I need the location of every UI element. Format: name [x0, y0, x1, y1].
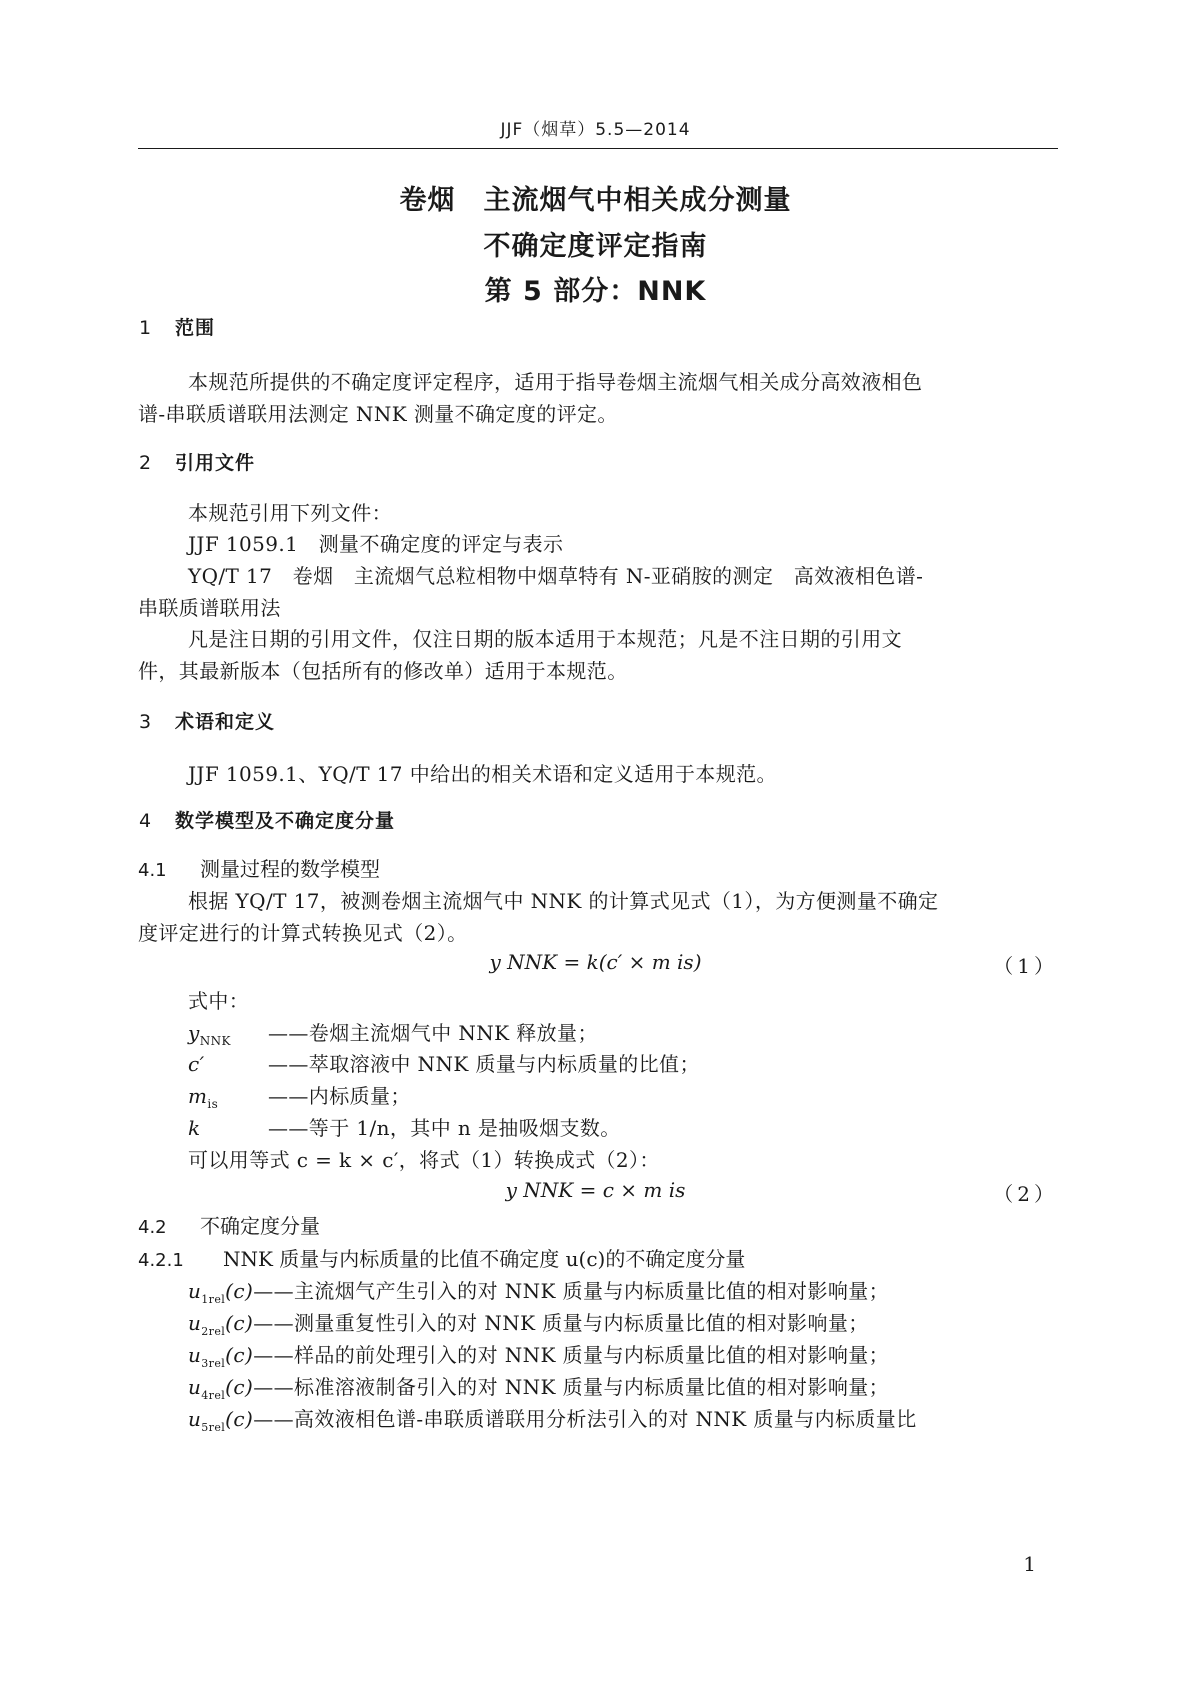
section-2-heading	[139, 448, 255, 475]
definition-text: ——等于 1/n，其中 n 是抽吸烟支数。	[268, 1116, 621, 1140]
subsection-title: 不确定度分量	[200, 1214, 320, 1238]
definition-m-is	[188, 1080, 411, 1111]
symbol-u1rel: $u_{1rel}(c)$	[188, 1279, 254, 1306]
subsection-number: 4.2.1	[138, 1250, 184, 1271]
symbol-c-prime: c′	[188, 1052, 205, 1076]
symbol-y-nnk: $y_{NNK}$	[188, 1021, 231, 1048]
refs-note-line-1: 凡是注日期的引用文件，仅注日期的版本适用于本规范；凡是不注日期的引用文	[188, 627, 902, 651]
section-1-heading	[139, 313, 215, 340]
subsection-title: 测量过程的数学模型	[200, 857, 380, 881]
section-number: 3	[139, 711, 153, 733]
component-text: ——测量重复性引入的对 NNK 质量与内标质量比值的相对影响量；	[253, 1311, 869, 1335]
subsection-4-2-heading	[138, 1210, 320, 1239]
definition-text: ——萃取溶液中 NNK 质量与内标质量的比值；	[268, 1052, 700, 1076]
symbol-m-is: $m_{is}$	[188, 1084, 219, 1111]
component-text: ——高效液相色谱-串联质谱联用分析法引入的对 NNK 质量与内标质量比	[253, 1407, 917, 1431]
section-number: 1	[139, 317, 153, 339]
component-text: ——主流烟气产生引入的对 NNK 质量与内标质量比值的相对影响量；	[253, 1279, 890, 1303]
symbol-u2rel: $u_{2rel}(c)$	[188, 1311, 254, 1338]
component-text: ——样品的前处理引入的对 NNK 质量与内标质量比值的相对影响量；	[253, 1343, 890, 1367]
subsection-number: 4.2	[138, 1217, 167, 1238]
component-u4rel	[188, 1371, 889, 1402]
ref-yqt-17-line-2: 串联质谱联用法	[138, 596, 281, 620]
model-para-line-1: 根据 YQ/T 17，被测卷烟主流烟气中 NNK 的计算式见式（1），为方便测量不确定	[188, 889, 939, 913]
subsection-title: NNK 质量与内标质量的比值不确定度 u(c)的不确定度分量	[223, 1247, 746, 1271]
section-title: 范围	[175, 317, 216, 339]
component-u2rel	[188, 1307, 869, 1338]
definition-c-prime	[188, 1048, 700, 1077]
definition-k	[188, 1112, 621, 1141]
definition-text: ——卷烟主流烟气中 NNK 释放量；	[268, 1021, 598, 1045]
terms-text: JJF 1059.1、YQ/T 17 中给出的相关术语和定义适用于本规范。	[188, 762, 777, 786]
section-4-heading	[139, 806, 395, 833]
symbol-k: k	[188, 1116, 201, 1140]
section-title: 引用文件	[175, 452, 256, 474]
scope-line-2: 谱-串联质谱联用法测定 NNK 测量不确定度的评定。	[138, 402, 618, 426]
ref-jjf-1059: JJF 1059.1 测量不确定度的评定与表示	[188, 532, 564, 556]
formula-2: y NNK = c × m is	[505, 1178, 686, 1202]
section-number: 4	[139, 810, 153, 832]
scope-line-1: 本规范所提供的不确定度评定程序，适用于指导卷烟主流烟气相关成分高效液相色	[188, 370, 923, 394]
subsection-4-2-1-heading	[138, 1243, 745, 1272]
page-number: 1	[1023, 1552, 1036, 1576]
section-title: 术语和定义	[175, 711, 276, 733]
symbol-u5rel: $u_{5rel}(c)$	[188, 1407, 254, 1434]
conversion-text: 可以用等式 c = k × c′，将式（1）转换成式（2）：	[188, 1148, 660, 1172]
component-u3rel	[188, 1339, 889, 1370]
equation-number-1: （1）	[993, 954, 1058, 978]
standard-header: JJF（烟草）5.5—2014	[500, 120, 691, 140]
symbol-u3rel: $u_{3rel}(c)$	[188, 1343, 254, 1370]
refs-intro: 本规范引用下列文件：	[188, 501, 392, 525]
refs-note-line-2: 件，其最新版本（包括所有的修改单）适用于本规范。	[138, 659, 628, 683]
section-number: 2	[139, 452, 153, 474]
section-3-heading	[139, 707, 275, 734]
where-label: 式中：	[188, 989, 250, 1013]
component-u1rel	[188, 1275, 889, 1306]
ref-yqt-17-line-1: YQ/T 17 卷烟 主流烟气总粒相物中烟草特有 N-亚硝胺的测定 高效液相色谱-	[188, 564, 924, 588]
model-para-line-2: 度评定进行的计算式转换见式（2）。	[138, 921, 468, 945]
title-line-3: 第 5 部分：NNK	[484, 276, 707, 307]
equation-number-2: （2）	[993, 1182, 1058, 1206]
subsection-4-1-heading	[138, 853, 380, 882]
symbol-u4rel: $u_{4rel}(c)$	[188, 1375, 254, 1402]
header-rule	[138, 148, 1058, 149]
formula-1: y NNK = k(c′ × m is)	[489, 950, 702, 974]
title-line-1: 卷烟 主流烟气中相关成分测量	[399, 185, 792, 216]
component-u5rel	[188, 1403, 917, 1434]
section-title: 数学模型及不确定度分量	[175, 810, 396, 832]
title-line-2: 不确定度评定指南	[483, 231, 708, 262]
definition-y-nnk	[188, 1017, 598, 1048]
subsection-number: 4.1	[138, 860, 167, 881]
definition-text: ——内标质量；	[268, 1084, 411, 1108]
component-text: ——标准溶液制备引入的对 NNK 质量与内标质量比值的相对影响量；	[253, 1375, 890, 1399]
